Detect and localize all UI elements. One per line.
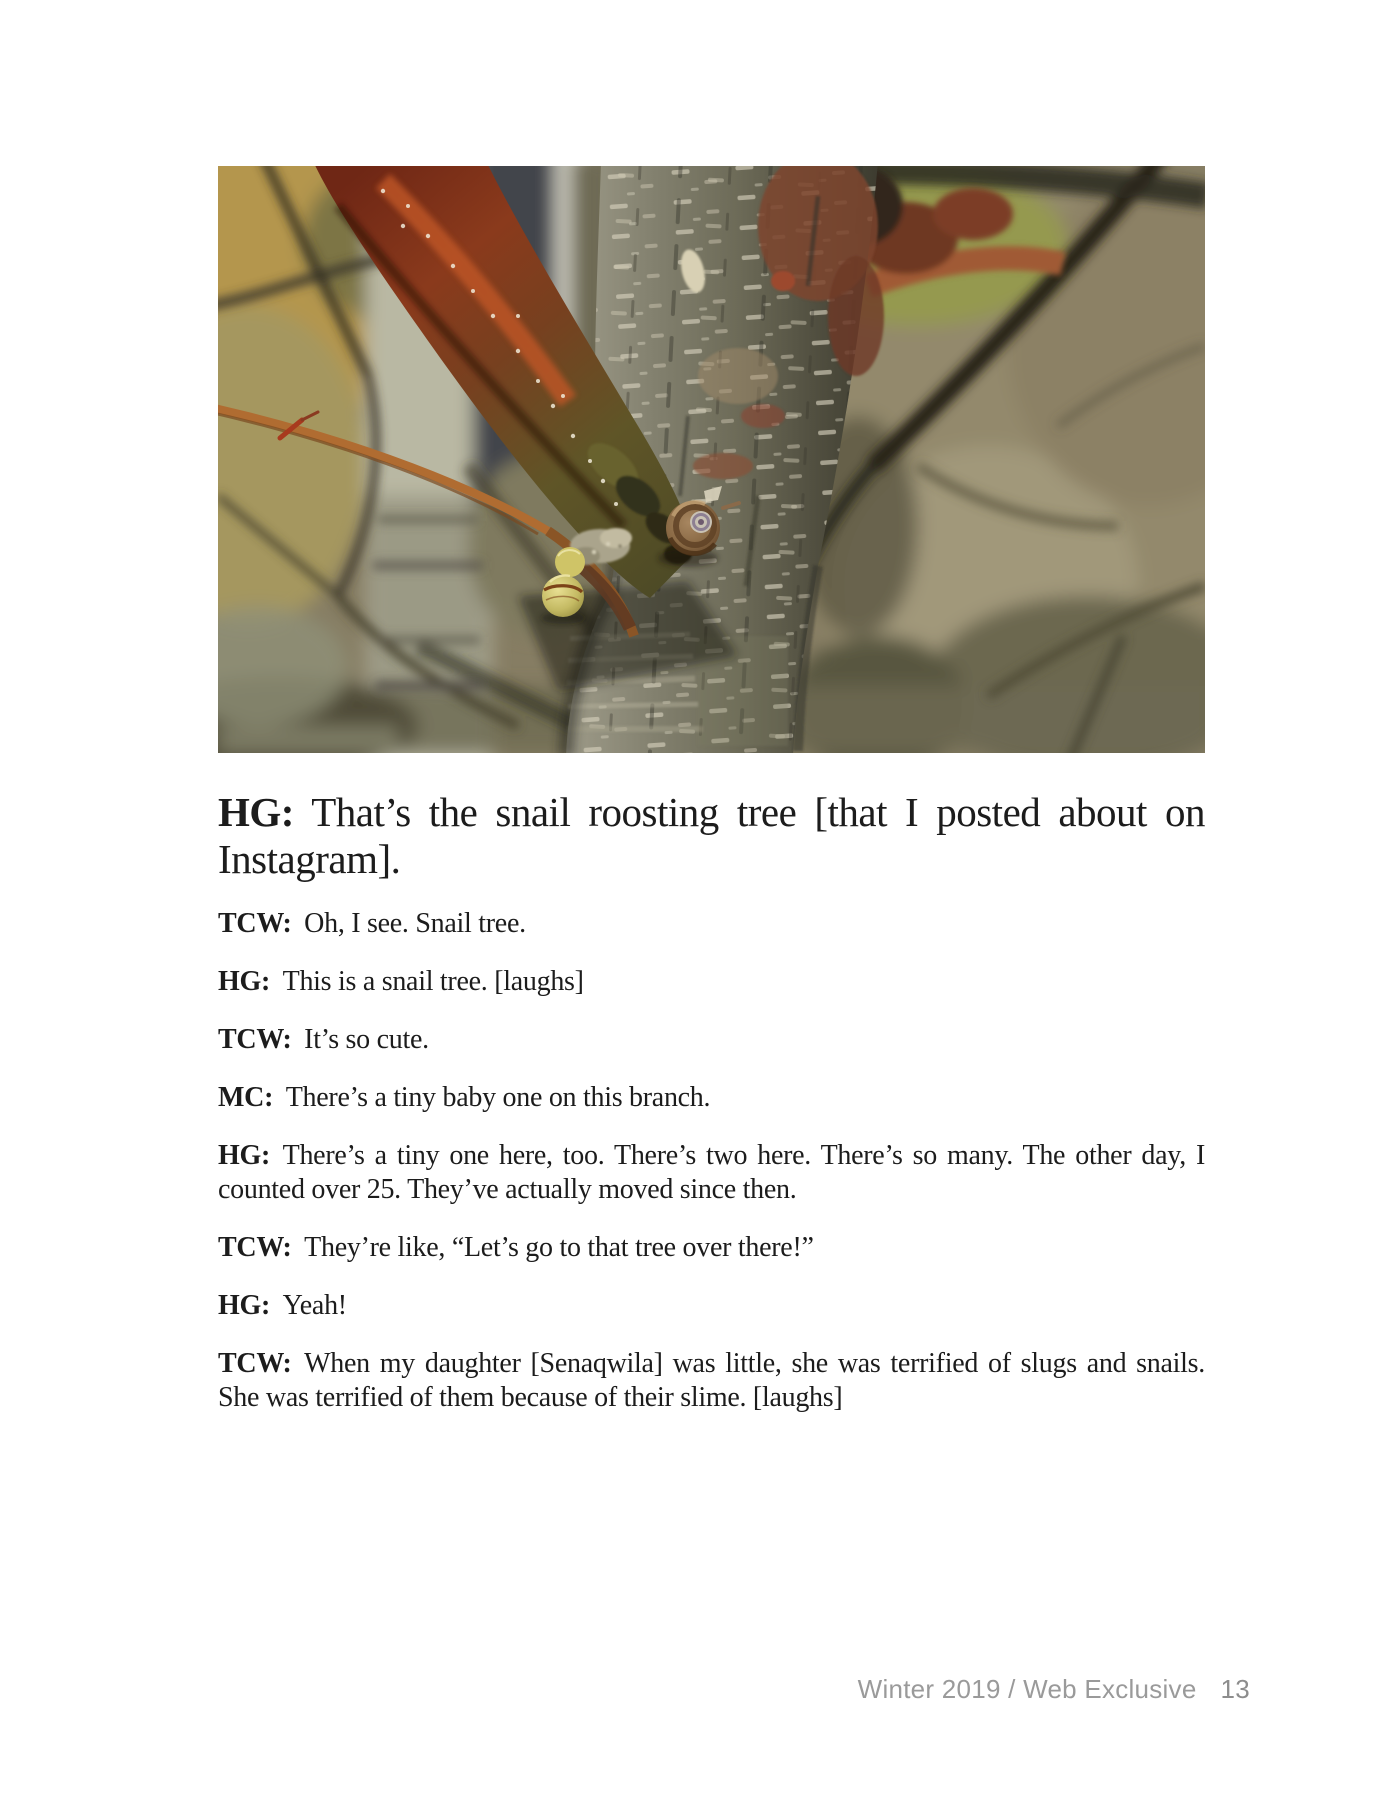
footer-issue: Winter 2019 / Web Exclusive <box>857 1674 1197 1704</box>
dialogue-paragraph <box>218 1231 1205 1265</box>
speaker-label: MC: <box>218 1082 274 1113</box>
dialogue-text: Yeah! <box>282 1290 347 1321</box>
dialogue-text: Oh, I see. Snail tree. <box>304 908 526 939</box>
speaker-label: HG: <box>218 966 271 997</box>
speaker-label: HG: <box>218 1290 271 1321</box>
dialogue-paragraph <box>218 1289 1205 1323</box>
speaker-label: HG: <box>218 1140 271 1171</box>
speaker-label: HG: <box>218 789 294 835</box>
dialogue-text: When my daughter [Senaqwila] was little, she was terrified of slugs and snails. She was terrified of them because of their slime. [laughs] <box>218 1348 1205 1413</box>
page-footer <box>858 1672 1250 1706</box>
interview-text <box>218 753 1205 1439</box>
speaker-label: TCW: <box>218 1232 292 1263</box>
lead-quote-text: That’s the snail roosting tree [that I posted about on Instagram]. <box>218 789 1205 882</box>
dialogue-paragraph <box>218 1081 1205 1115</box>
dialogue-paragraph <box>218 907 1205 941</box>
dialogue-text: It’s so cute. <box>304 1024 429 1055</box>
snail-tree-photo <box>218 166 1205 753</box>
lead-quote <box>218 789 1205 883</box>
dialogue-paragraph <box>218 965 1205 999</box>
snail-tree-photo-art <box>218 166 1205 753</box>
dialogue-paragraph <box>218 1023 1205 1057</box>
dialogue-text: There’s a tiny one here, too. There’s two here. There’s so many. The other day, I counted over 25. They’ve actually moved since then. <box>218 1140 1205 1205</box>
dialogue-text: There’s a tiny baby one on this branch. <box>285 1082 711 1113</box>
dialogue-paragraph <box>218 1139 1205 1207</box>
footer-page-number: 13 <box>1220 1674 1250 1704</box>
speaker-label: TCW: <box>218 908 292 939</box>
speaker-label: TCW: <box>218 1348 292 1379</box>
dialogue-text: This is a snail tree. [laughs] <box>282 966 584 997</box>
dialogue-text: They’re like, “Let’s go to that tree over there!” <box>304 1232 814 1263</box>
dialogue-paragraph <box>218 1347 1205 1415</box>
speaker-label: TCW: <box>218 1024 292 1055</box>
